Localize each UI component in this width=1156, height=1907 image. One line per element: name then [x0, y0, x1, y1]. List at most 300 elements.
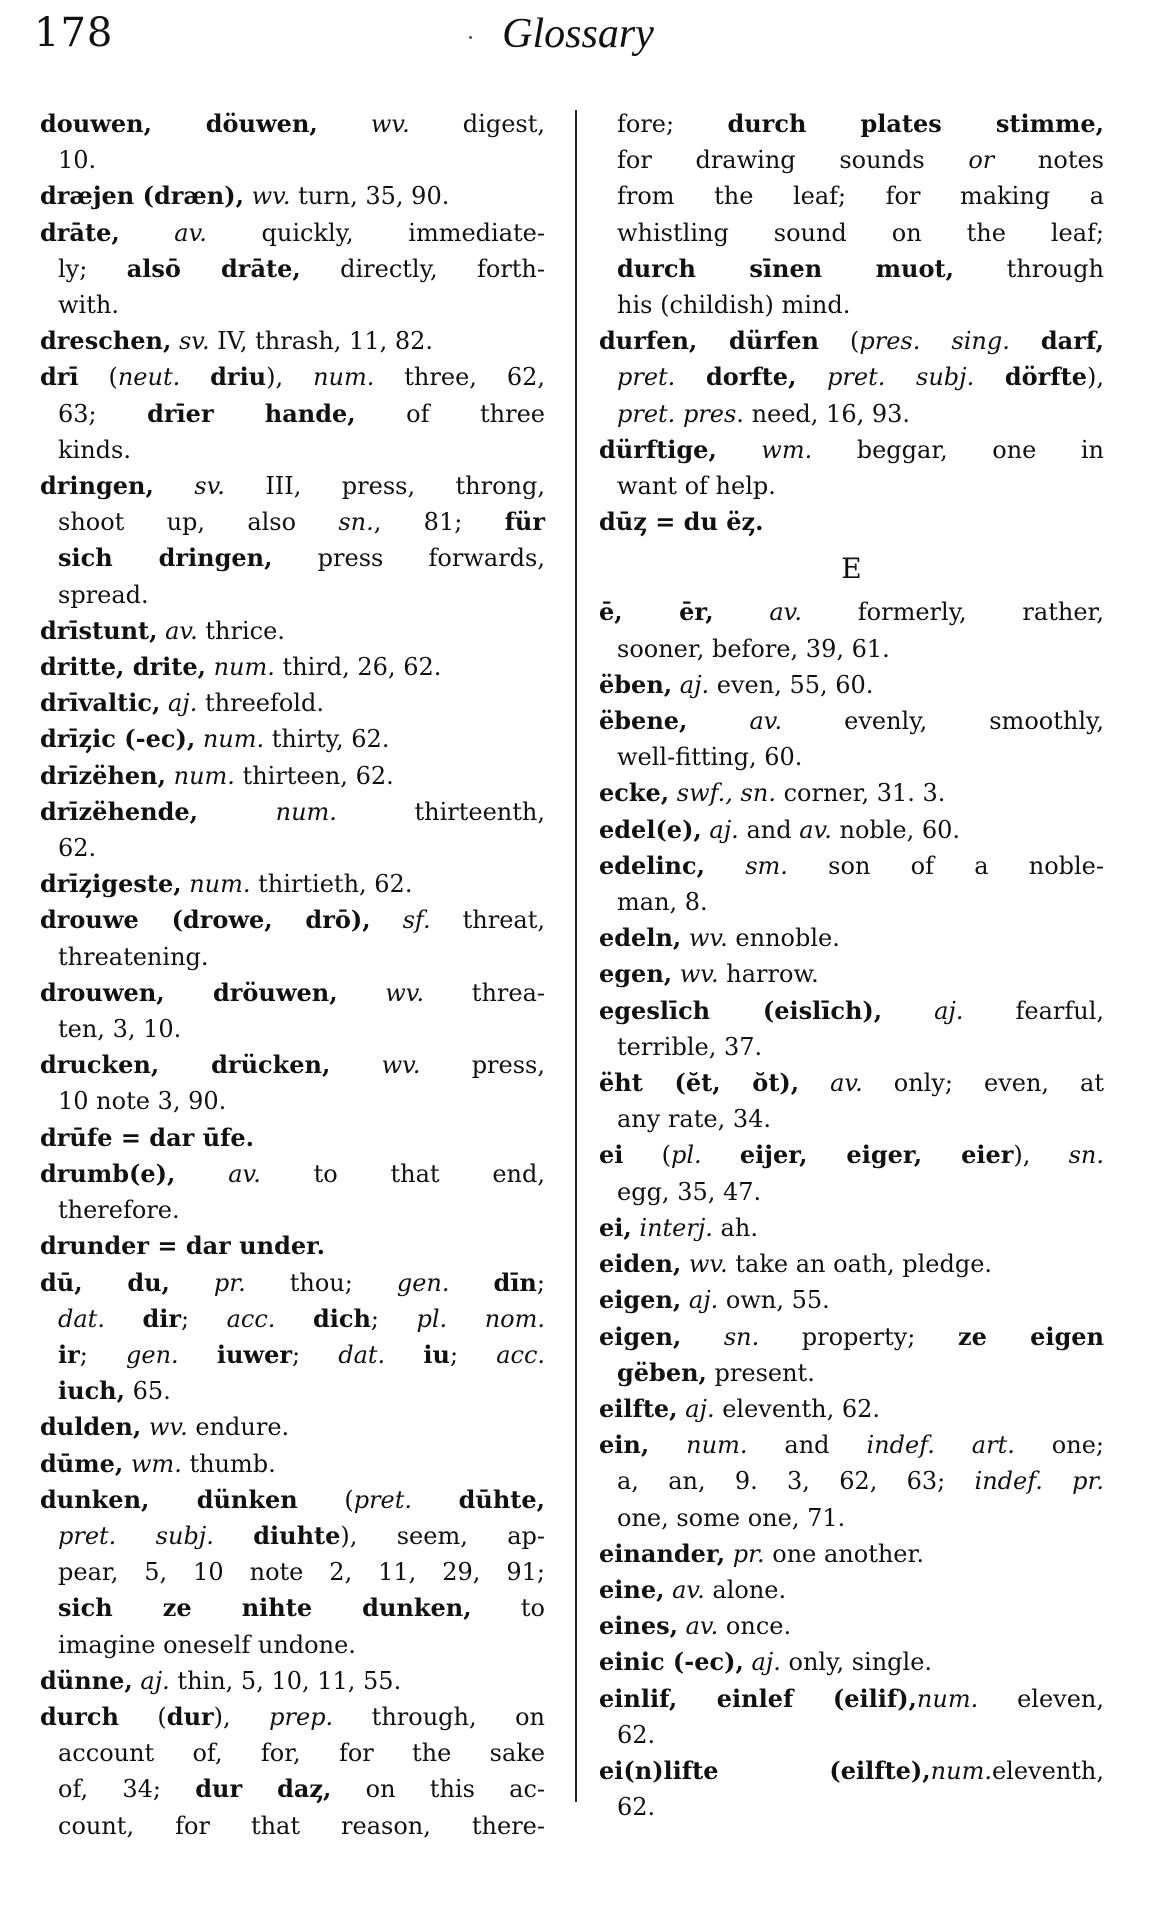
definition-text: notes: [994, 146, 1104, 175]
headword: ir: [58, 1339, 80, 1369]
entry-line: [40, 1482, 545, 1518]
grammar-label: dat.: [338, 1340, 386, 1369]
headword: dreschen,: [40, 326, 172, 356]
definition-text: [385, 1341, 423, 1369]
definition-text: only, single.: [780, 1648, 933, 1677]
grammar-label: num.: [173, 761, 235, 790]
definition-text: thumb.: [181, 1449, 276, 1478]
grammar-label: aj.: [685, 1394, 715, 1423]
definition-text: count, for that reason, there-: [58, 1811, 545, 1840]
definition-text: [717, 436, 761, 464]
definition-text: noble, 60.: [831, 815, 961, 844]
page-title: Glossary: [502, 11, 654, 57]
headword: eilfte,: [599, 1393, 678, 1423]
entry-line: [40, 359, 545, 395]
section-letter-heading: E: [841, 552, 862, 586]
headword: edel(e),: [599, 814, 702, 844]
definition-text: therefore.: [58, 1196, 180, 1225]
definition-text: [796, 363, 827, 391]
headword: drouwe (drowe, drō),: [40, 905, 371, 935]
definition-text: eleventh, 62.: [714, 1394, 881, 1423]
headword: drucken, drücken,: [40, 1050, 331, 1080]
glossary-entry: [599, 432, 1104, 504]
entry-line: [40, 685, 545, 721]
grammar-label: av.: [799, 815, 832, 844]
definition-text: corner, 31. 3.: [775, 779, 946, 808]
headword: iuwer: [216, 1339, 292, 1369]
headword: eines,: [599, 1611, 678, 1641]
entry-line: [599, 920, 1104, 956]
definition-text: ),: [213, 1702, 270, 1731]
glossary-entry: [40, 215, 545, 324]
definition-text: eleven,: [978, 1684, 1105, 1713]
definition-text: evenly, smoothly,: [782, 707, 1104, 736]
headword: drīȥic (-ec),: [40, 724, 196, 754]
grammar-label: pret. subj.: [58, 1521, 214, 1550]
definition-text: (: [818, 327, 860, 356]
glossary-entry: [40, 902, 545, 974]
definition-text: [120, 219, 175, 247]
grammar-label: pret.: [353, 1485, 413, 1514]
entry-line: [40, 794, 545, 830]
entry-line: [599, 178, 1104, 214]
glossary-entry: [40, 106, 545, 178]
entry-line: [40, 758, 545, 794]
headword: edeln,: [599, 923, 682, 953]
definition-text: press forwards,: [272, 544, 545, 573]
definition-text: press,: [420, 1051, 545, 1080]
definition-text: of, 34;: [58, 1775, 196, 1804]
entry-line: [40, 1446, 545, 1482]
headword: driu: [210, 362, 267, 392]
grammar-label: num.: [916, 1684, 979, 1713]
grammar-label: av.: [749, 707, 783, 736]
entry-line: [599, 848, 1104, 884]
definition-text: threat,: [430, 906, 545, 935]
glossary-entry: [40, 1228, 545, 1264]
entry-line: [40, 1518, 545, 1554]
definition-text: ), seem, ap-: [340, 1521, 545, 1550]
definition-text: [318, 110, 371, 138]
headword: dū, du,: [40, 1267, 170, 1297]
glossary-entry: [599, 1137, 1104, 1209]
entry-line: [40, 1192, 545, 1228]
headword: ëben,: [599, 669, 673, 699]
entry-line: [599, 215, 1104, 251]
headword: sich dringen,: [58, 543, 273, 573]
definition-text: imagine oneself undone.: [58, 1630, 356, 1659]
definition-text: [157, 617, 165, 645]
entry-line: [40, 1699, 545, 1735]
headword: durch sīnen muot,: [617, 253, 954, 283]
headword: dunken, dünken: [40, 1484, 298, 1514]
headword: eigen,: [599, 1321, 682, 1351]
definition-text: III, press, throng,: [224, 472, 545, 501]
definition-text: [330, 1051, 381, 1079]
grammar-label: sv.: [178, 327, 210, 356]
definition-text: need, 16, 93.: [743, 399, 911, 428]
definition-text: one;: [1014, 1431, 1104, 1460]
definition-text: endure.: [187, 1413, 290, 1442]
grammar-label: aj.: [679, 670, 710, 699]
definition-text: [206, 653, 214, 681]
grammar-label: wv.: [381, 1051, 421, 1080]
page-number: 178: [34, 10, 114, 56]
definition-text: formerly, rather,: [802, 598, 1104, 627]
definition-text: [681, 1250, 689, 1278]
entry-line: [40, 142, 545, 178]
glossary-entry: [599, 504, 1104, 540]
headword: eigen,: [599, 1285, 682, 1315]
headword: ecke,: [599, 778, 670, 808]
definition-text: ),: [1086, 363, 1104, 392]
headword: eine,: [599, 1574, 665, 1604]
glossary-entry: [40, 794, 545, 866]
definition-text: digest,: [409, 110, 545, 138]
definition-text: ;: [370, 1304, 417, 1333]
entry-line: [599, 1065, 1104, 1101]
entry-line: [40, 1228, 545, 1264]
grammar-label: av.: [672, 1575, 705, 1604]
entry-line: [599, 631, 1104, 667]
definition-text: ;: [181, 1304, 227, 1333]
glossary-entry: [40, 1265, 545, 1410]
entry-line: [599, 993, 1104, 1029]
definition-text: alone.: [704, 1575, 787, 1604]
headword: ëht (ĕt, ŏt),: [599, 1068, 800, 1098]
entry-line: [599, 142, 1104, 178]
definition-text: ;: [291, 1340, 339, 1369]
definition-text: [681, 1286, 689, 1314]
grammar-label: interj.: [639, 1213, 713, 1242]
glossary-entry: [40, 975, 545, 1047]
entry-line: [40, 866, 545, 902]
definition-text: once.: [718, 1612, 792, 1641]
definition-text: , 81;: [373, 508, 505, 537]
glossary-entry: [40, 1409, 545, 1445]
headword: ē, ēr,: [599, 597, 714, 627]
entry-line: [40, 396, 545, 432]
definition-text: [669, 779, 677, 807]
headword: drumb(e),: [40, 1158, 176, 1188]
glossary-column-left: [40, 106, 545, 1844]
headword: drouwen, dröuwen,: [40, 977, 338, 1007]
grammar-label: av.: [830, 1069, 863, 1098]
definition-text: [154, 472, 194, 500]
entry-line: [40, 1590, 545, 1626]
definition-text: sooner, before, 39, 61.: [617, 634, 890, 663]
definition-text: [681, 1323, 724, 1351]
headword: douwen, döuwen,: [40, 109, 318, 138]
entry-line: [599, 594, 1104, 630]
glossary-entry: [40, 613, 545, 649]
definition-text: egg, 35, 47.: [617, 1177, 762, 1206]
definition-text: son of a noble-: [787, 851, 1104, 880]
definition-text: ennoble.: [727, 924, 840, 953]
headword: durfen, dürfen: [599, 326, 819, 356]
glossary-entry: [40, 1482, 545, 1663]
definition-text: one another.: [764, 1539, 924, 1568]
definition-text: kinds.: [58, 435, 131, 464]
grammar-label: dat.: [58, 1304, 105, 1333]
definition-text: fearful,: [963, 996, 1104, 1025]
grammar-label: aj.: [688, 1286, 719, 1315]
definition-text: own, 55.: [718, 1286, 830, 1315]
grammar-label: aj.: [751, 1648, 781, 1677]
headword: dir: [142, 1303, 182, 1333]
grammar-label: sn.: [1068, 1141, 1104, 1170]
glossary-entry: [599, 775, 1104, 811]
definition-text: (: [78, 363, 118, 392]
glossary-entry: [599, 703, 1104, 775]
definition-text: a, an, 9. 3, 62, 63;: [617, 1467, 975, 1496]
entry-line: [40, 1663, 545, 1699]
entry-line: [599, 812, 1104, 848]
column-divider: [575, 110, 577, 1802]
entry-line: [40, 1808, 545, 1844]
entry-line: [40, 1373, 545, 1409]
grammar-label: num.: [686, 1431, 748, 1460]
entry-line: [599, 956, 1104, 992]
glossary-entry: [40, 468, 545, 613]
headword: edelinc,: [599, 850, 705, 880]
glossary-entry: [599, 1246, 1104, 1282]
entry-line: [40, 975, 545, 1011]
headword: dulden,: [40, 1412, 142, 1442]
definition-text: [105, 1305, 143, 1333]
definition-text: [799, 1069, 830, 1097]
definition-text: [675, 363, 706, 391]
entry-line: [599, 1463, 1104, 1499]
headword: drunder = dar under.: [40, 1231, 325, 1261]
entry-line: [599, 1029, 1104, 1065]
definition-text: directly, forth-: [300, 254, 545, 283]
headword: dūme,: [40, 1448, 124, 1478]
entry-line: [40, 1735, 545, 1771]
definition-text: his (childish) mind.: [617, 291, 851, 320]
definition-text: present.: [706, 1358, 815, 1387]
definition-text: to: [471, 1594, 545, 1623]
definition-text: pear, 5, 10 note 2, 11, 29, 91;: [58, 1558, 545, 1587]
definition-text: three, 62,: [374, 363, 545, 392]
entry-line: [40, 613, 545, 649]
definition-text: threefold.: [197, 689, 324, 718]
grammar-label: gen.: [396, 1268, 450, 1297]
grammar-label: sn.: [338, 508, 374, 537]
headword: gëben,: [617, 1357, 707, 1387]
entry-line: [599, 1391, 1104, 1427]
definition-text: [1010, 327, 1041, 355]
glossary-entry: [599, 1572, 1104, 1608]
glossary-entry: [40, 1120, 545, 1156]
entry-line: [40, 1627, 545, 1663]
headword: iu: [423, 1339, 450, 1369]
definition-text: [649, 1431, 686, 1459]
definition-text: [664, 1576, 672, 1604]
definition-text: ),: [1013, 1141, 1069, 1170]
entry-line: [40, 432, 545, 468]
headword: drūfe = dar ūfe.: [40, 1122, 255, 1152]
definition-text: 62.: [617, 1793, 656, 1822]
entry-line: [599, 1210, 1104, 1246]
entry-line: [40, 1011, 545, 1047]
glossary-entry: [599, 812, 1104, 848]
glossary-entry: [599, 993, 1104, 1065]
entry-line: [40, 939, 545, 975]
definition-text: one, some one, 71.: [617, 1503, 846, 1532]
definition-text: [687, 707, 749, 735]
headword: drīzëhende,: [40, 796, 199, 826]
grammar-label: swf., sn.: [676, 779, 776, 808]
entry-line: [599, 359, 1104, 395]
glossary-entry: [599, 667, 1104, 703]
entry-line: [599, 884, 1104, 920]
glossary-entry: [40, 758, 545, 794]
entry-line: [40, 1409, 545, 1445]
headword: dürftige,: [599, 434, 717, 464]
definition-text: [672, 671, 680, 699]
entry-line: [599, 1282, 1104, 1318]
definition-text: [170, 1269, 214, 1297]
headword: durch plates stimme,: [727, 109, 1104, 138]
definition-text: threatening.: [58, 942, 209, 971]
definition-text: harrow.: [718, 960, 819, 989]
glossary-entry: [40, 1446, 545, 1482]
definition-text: 65.: [124, 1377, 171, 1406]
entry-line: [599, 1174, 1104, 1210]
definition-text: ten, 3, 10.: [58, 1015, 182, 1044]
grammar-label: pl. nom.: [416, 1304, 545, 1333]
entry-line: [40, 1265, 545, 1301]
definition-text: [244, 182, 252, 210]
glossary-entry: [599, 1391, 1104, 1427]
entry-line: [40, 577, 545, 613]
definition-text: and: [747, 1431, 867, 1460]
headword: für: [504, 507, 545, 537]
grammar-label: pres. sing.: [859, 327, 1010, 356]
definition-text: [180, 363, 210, 391]
entry-line: [599, 432, 1104, 468]
definition-text: ;: [449, 1340, 497, 1369]
definition-text: [123, 1450, 131, 1478]
definition-text: thirty, 62.: [264, 725, 390, 754]
definition-text: only; even, at: [862, 1069, 1104, 1098]
headword: dorfte,: [705, 362, 797, 392]
grammar-label: acc.: [226, 1304, 276, 1333]
entry-line: [599, 1608, 1104, 1644]
grammar-label: num.: [189, 870, 251, 899]
definition-text: (: [297, 1485, 354, 1514]
definition-text: even, 55, 60.: [709, 670, 874, 699]
definition-text: take an oath, pledge.: [727, 1250, 993, 1279]
definition-text: fore;: [617, 110, 728, 138]
grammar-label: gen.: [126, 1340, 179, 1369]
glossary-entry: [40, 649, 545, 685]
entry-line: [40, 1047, 545, 1083]
grammar-label: wv.: [679, 960, 719, 989]
headword: dur: [166, 1701, 214, 1731]
entry-line: [599, 251, 1104, 287]
glossary-entry: [599, 920, 1104, 956]
grammar-label: pl.: [670, 1141, 702, 1170]
grammar-label: or: [968, 146, 995, 175]
entry-line: [599, 1427, 1104, 1463]
definition-text: (: [623, 1141, 671, 1170]
headword: eiden,: [599, 1249, 682, 1279]
headword: drīzëhen,: [40, 760, 166, 790]
grammar-label: pret.: [617, 363, 676, 392]
headword: dūȥ = du ëȥ.: [599, 507, 764, 537]
definition-text: [171, 327, 179, 355]
glossary-entry: [40, 1663, 545, 1699]
entry-line: [40, 504, 545, 540]
definition-text: [714, 598, 770, 626]
definition-text: 10.: [58, 146, 97, 175]
definition-text: [705, 852, 745, 880]
entry-line: [599, 1572, 1104, 1608]
entry-line: [599, 1319, 1104, 1355]
definition-text: [160, 689, 168, 717]
entry-line: [599, 396, 1104, 432]
definition-text: thrice.: [197, 616, 285, 645]
grammar-label: sm.: [745, 851, 788, 880]
grammar-label: num.: [930, 1756, 992, 1785]
headword: einander,: [599, 1538, 726, 1568]
definition-text: whistling sound on the leaf;: [617, 218, 1104, 247]
entry-line: [40, 106, 545, 142]
headword: durch: [40, 1701, 119, 1731]
glossary-entry: [599, 1065, 1104, 1137]
entry-line: [599, 1246, 1104, 1282]
entry-line: [599, 739, 1104, 775]
headword: einic (-ec),: [599, 1647, 744, 1677]
grammar-label: wv.: [251, 182, 291, 211]
entry-line: [40, 178, 545, 214]
definition-text: want of help.: [617, 472, 776, 501]
entry-line: [40, 830, 545, 866]
glossary-entry: [599, 1753, 1104, 1825]
entry-line: [40, 1120, 545, 1156]
headword: ze eigen: [957, 1321, 1104, 1351]
entry-line: [599, 1500, 1104, 1536]
entry-line: [40, 1156, 545, 1192]
definition-text: for drawing sounds: [617, 146, 969, 175]
entry-line: [599, 1644, 1104, 1680]
grammar-label: sn.: [723, 1322, 760, 1351]
definition-text: [678, 1612, 686, 1640]
definition-text: [214, 1522, 253, 1550]
definition-text: terrible, 37.: [617, 1032, 763, 1061]
definition-text: [702, 1141, 740, 1169]
definition-text: thirteenth,: [336, 797, 545, 826]
definition-text: [371, 906, 403, 934]
grammar-label: aj.: [140, 1666, 170, 1695]
entry-line: [599, 775, 1104, 811]
glossary-entry: [599, 848, 1104, 920]
definition-text: ),: [266, 363, 314, 392]
entry-line: [40, 902, 545, 938]
definition-text: with.: [58, 291, 119, 320]
definition-text: man, 8.: [617, 888, 708, 917]
definition-text: IV, thrash, 11, 82.: [209, 327, 434, 356]
headword: drīȥigeste,: [40, 869, 182, 899]
entry-line: [40, 649, 545, 685]
entry-line: [599, 1137, 1104, 1173]
definition-text: 62.: [58, 834, 97, 863]
headword: dur daȥ,: [195, 1774, 332, 1804]
definition-text: [974, 363, 1005, 391]
definition-text: threa-: [424, 978, 545, 1007]
